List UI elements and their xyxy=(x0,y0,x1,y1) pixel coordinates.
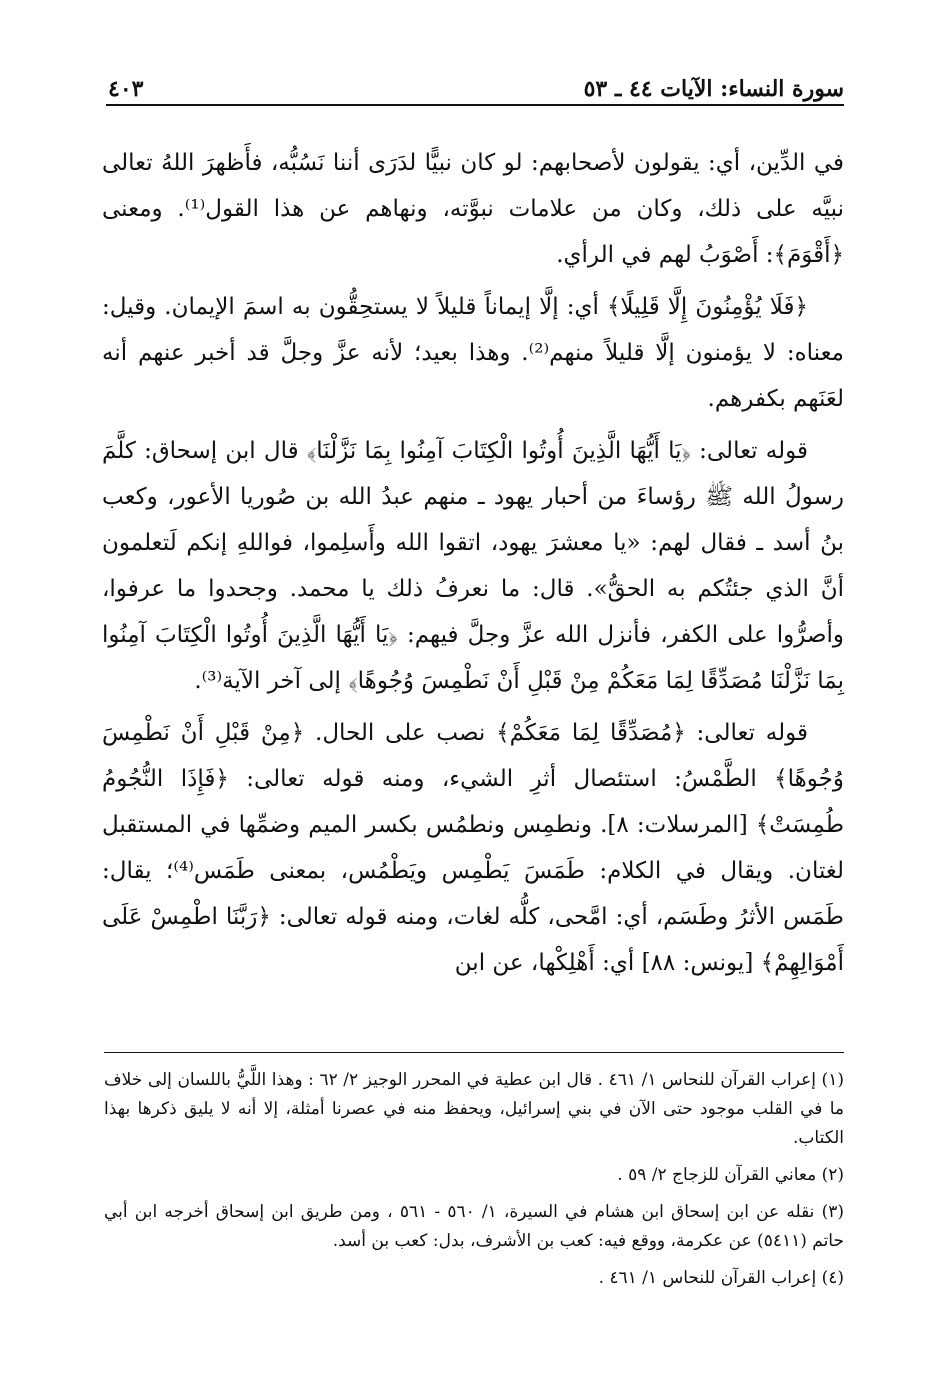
paragraph-4: قوله تعالى: ﴿مُصَدِّقًا لِمَا مَعَكُمْ﴾ نصب على الحال. ﴿مِنْ قَبْلِ أَنْ نَطْمِسَ وُجُوهًا﴾ الطَّمْسُ: استئصال أثرِ الشيء، ومنه قوله تعالى: ﴿فَإِذَا النُّجُومُ طُمِسَتْ﴾ [المرسلات: ٨]. ونطمِس ونطمُس بكسر الميم وضمِّها في المستقبل لغتان. ويقال في الكلام: طَمَسَ يَطْمِس ويَطْمُس، بمعنى طَمَس⁽⁴⁾؛ يقال: طَمَس الأثرُ وطَسَم، أي: امَّحى، كلُّه لغات، ومنه قوله تعالى: ﴿رَبَّنَا اطْمِسْ عَلَى أَمْوَالِهِمْ﴾ [يونس: ٨٨] أي: أَهْلِكْها، عن ابن xyxy=(102,720,844,976)
page-number: ٤٠٣ xyxy=(108,76,144,102)
footnote-3: (٣) نقله عن ابن إسحاق ابن هشام في السيرة، ١/ ٥٦٠ - ٥٦١ ، ومن طريق ابن إسحاق أخرجه ابن أبي حاتم (٥٤١١) عن عكرمة، ووقع فيه: كعب بن الأشرف، بدل: كعب بن أسد. xyxy=(104,1202,844,1251)
footnote-1: (١) إعراب القرآن للنحاس ١/ ٤٦١ . قال ابن عطية في المحرر الوجيز ٢/ ٦٢ : وهذا اللَّيُّ باللسان إلى خلاف ما في القلب موجود حتى الآن في بني إسرائيل، ويحفظ منه في عصرنا أمثلة، إلا أنه لا يليق ذكرها بهذا الكتاب. xyxy=(104,1070,844,1148)
footnotes xyxy=(104,1066,844,1301)
paragraph-2: ﴿فَلَا يُؤْمِنُونَ إِلَّا قَلِيلًا﴾ أي: إلَّا إيماناً قليلاً لا يستحِقُّون به اسمَ الإيمان. وقيل: معناه: لا يؤمنون إلَّا قليلاً منهم⁽²⁾. وهذا بعيد؛ لأنه عزَّ وجلَّ قد أخبر عنهم أنه لعَنَهم بكفرهم. xyxy=(102,294,844,412)
footnote-divider xyxy=(104,1052,844,1053)
footnote-2: (٢) معاني القرآن للزجاج ٢/ ٥٩ . xyxy=(617,1165,844,1185)
paragraph-1: في الدِّين، أي: يقولون لأصحابهم: لو كان نبيًّا لدَرَى أننا نَسُبُّه، فأَظهرَ اللهُ تعالى نبيَّه على ذلك، وكان من علامات نبوَّته، ونهاهم عن هذا القول⁽¹⁾. ومعنى ﴿أَقْوَمَ﴾: أَصْوَبُ لهم في الرأي. xyxy=(102,150,844,268)
header-divider xyxy=(106,104,844,106)
footnote-4: (٤) إعراب القرآن للنحاس ١/ ٤٦١ . xyxy=(598,1268,844,1288)
page-header xyxy=(108,62,844,102)
paragraph-3: قوله تعالى: ﴿يَا أَيُّهَا الَّذِينَ أُوتُوا الْكِتَابَ آمِنُوا بِمَا نَزَّلْنَا﴾ قال ابن إسحاق: كلَّمَ رسولُ الله ﷺ رؤساءَ من أحبار يهود ـ منهم عبدُ الله بن صُوريا الأعور، وكعب بنُ أسد ـ فقال لهم: «يا معشرَ يهود، اتقوا الله وأَسلِموا، فواللهِ إنكم لَتعلمون أنَّ الذي جئتُكم به الحقُّ». قال: ما نعرفُ ذلك يا محمد. وجحدوا ما عرفوا، وأصرُّوا على الكفر، فأنزل الله عزَّ وجلَّ فيهم: ﴿يَا أَيُّهَا الَّذِينَ أُوتُوا الْكِتَابَ آمِنُوا بِمَا نَزَّلْنَا مُصَدِّقًا لِمَا مَعَكُمْ مِنْ قَبْلِ أَنْ نَطْمِسَ وُجُوهًا﴾ إلى آخر الآية⁽³⁾. xyxy=(102,438,844,694)
main-text xyxy=(102,140,844,992)
running-title: سورة النساء: الآيات ٤٤ ـ ٥٣ xyxy=(583,76,844,102)
